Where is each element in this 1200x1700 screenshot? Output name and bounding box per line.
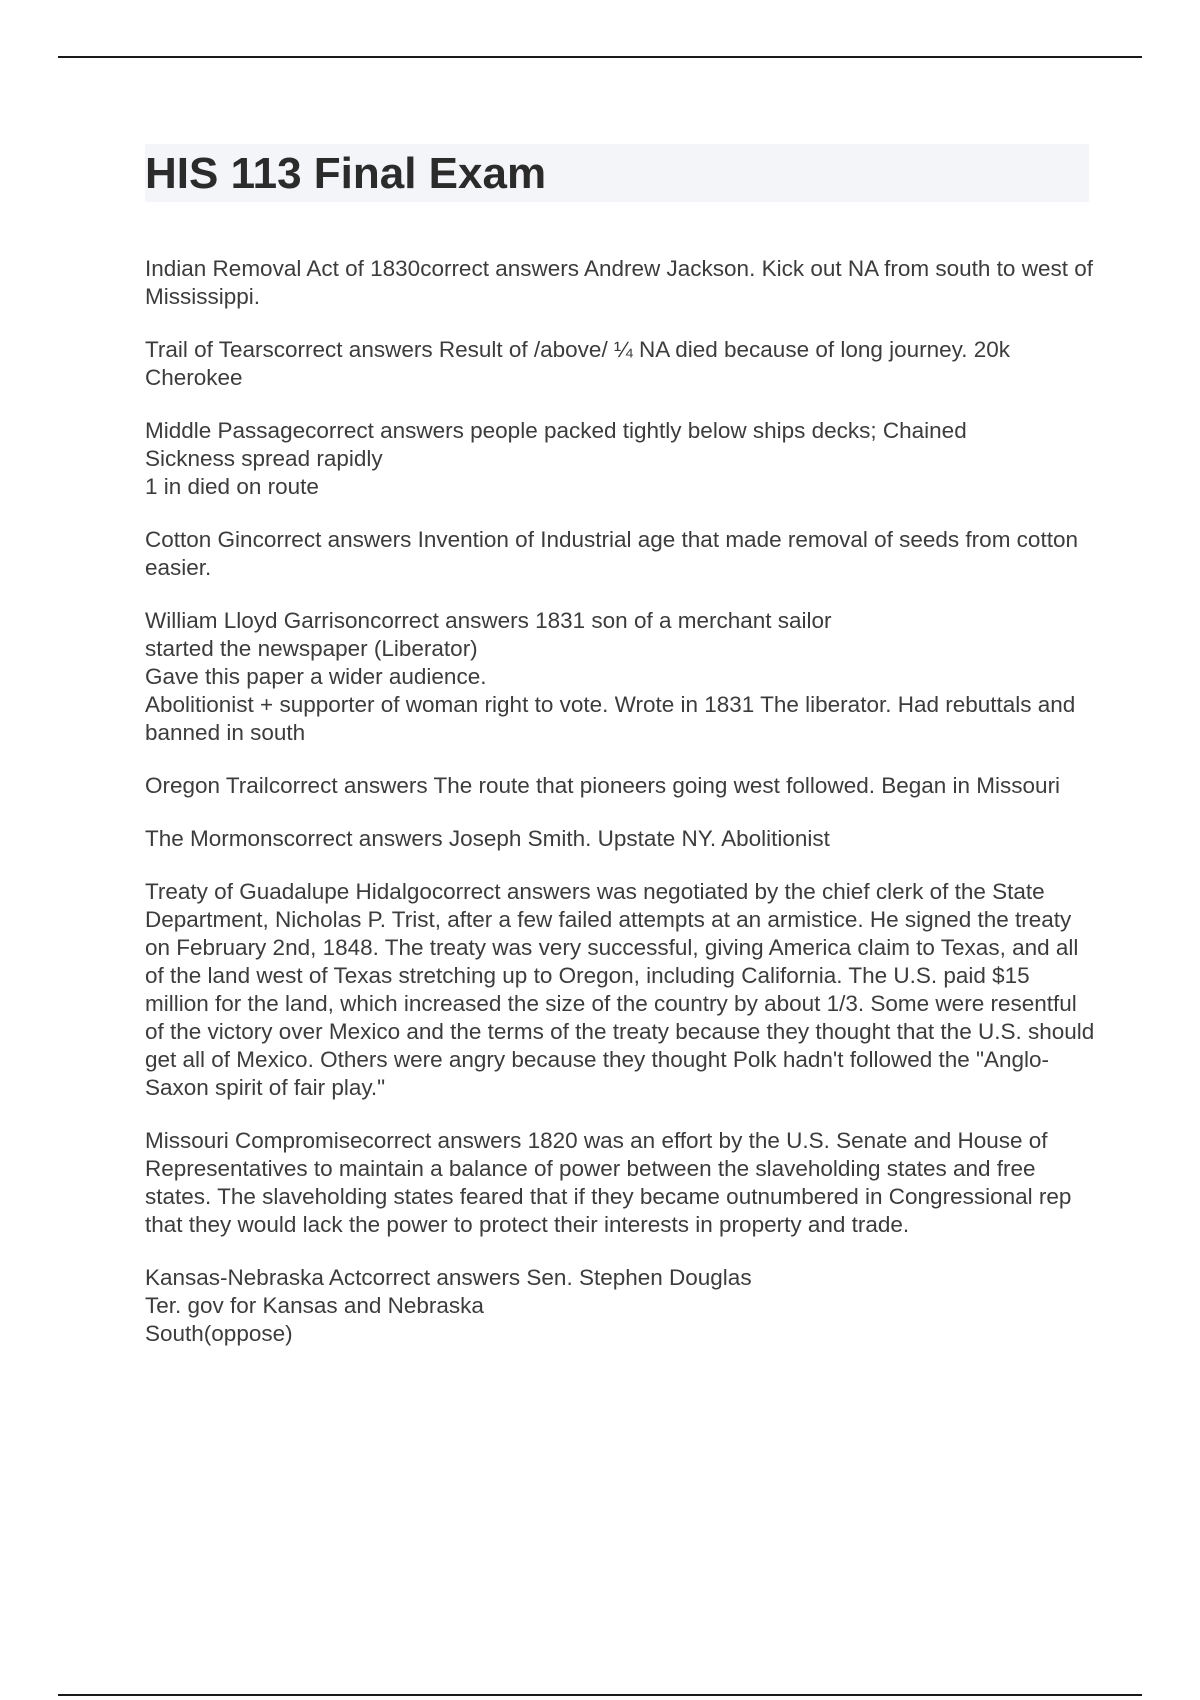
entry-term: Middle Passage [145, 418, 306, 443]
entry-term: Cotton Gin [145, 527, 253, 552]
document-title: HIS 113 Final Exam [145, 149, 547, 198]
entry-term: The Mormons [145, 826, 284, 851]
qa-entry [145, 255, 1095, 311]
entry-separator: correct answers [431, 879, 591, 904]
entry-answer: 1820 was an effort by the U.S. Senate and House of Representatives to maintain a balance of power between the slaveholding states and free states. The slaveholding states feared that if they became outnumbered in Congressional rep that they would lack the power to protect their interests in property and trade. [145, 1128, 1072, 1237]
entry-term: Missouri Compromise [145, 1128, 363, 1153]
entry-answer-line: Abolitionist + supporter of woman right to vote. Wrote in 1831 The liberator. Had rebuttals and banned in south [145, 692, 1076, 745]
bottom-divider [58, 1694, 1142, 1696]
entry-separator: correct answers [268, 773, 428, 798]
entry-answer-line: Sickness spread rapidly [145, 446, 383, 471]
entry-answer: Andrew Jackson. Kick out NA from south to west of Mississippi. [145, 256, 1093, 309]
entry-answer: The route that pioneers going west followed. Began in Missouri [427, 773, 1061, 798]
entry-term: Treaty of Guadalupe Hidalgo [145, 879, 432, 904]
entry-answer: people packed tightly below ships decks; Chained [463, 418, 967, 443]
entry-term: Trail of Tears [145, 337, 274, 362]
qa-entry [145, 825, 1095, 853]
entry-separator: correct answers [370, 608, 529, 633]
entry-answer-line: Gave this paper a wider audience. [145, 664, 487, 689]
qa-entry [145, 1264, 1095, 1348]
entry-separator: correct answers [420, 256, 579, 281]
entry-separator: correct answers [273, 337, 433, 362]
entry-separator: correct answers [283, 826, 443, 851]
top-divider [58, 56, 1142, 58]
entry-term: Kansas-Nebraska Act [145, 1265, 362, 1290]
entry-answer: Joseph Smith. Upstate NY. Abolitionist [442, 826, 830, 851]
entry-term: Oregon Trail [145, 773, 269, 798]
qa-entry [145, 417, 1095, 501]
entry-answer: 1831 son of a merchant sailor [528, 608, 832, 633]
entry-answer: was negotiated by the chief clerk of the State Department, Nicholas P. Trist, after a few failed attempts at an armistice. He signed the treaty on February 2nd, 1848. The treaty was very successful, giving America claim to Texas, and all of the land west of Texas stretching up to Oregon, including California. The U.S. paid $15 million for the land, which increased the size of the country by about 1/3. Some were resentful of the victory over Mexico and the terms of the treaty because they thought that the U.S. should get all of Mexico. Others were angry because they thought Polk hadn't followed the "Anglo-Saxon spirit of fair play." [145, 879, 1095, 1100]
entry-answer: Sen. Stephen Douglas [520, 1265, 752, 1290]
qa-entry [145, 607, 1095, 747]
qa-entry [145, 526, 1095, 582]
entry-term: Indian Removal Act of 1830 [145, 256, 421, 281]
qa-entry-list [145, 255, 1095, 1373]
entry-term: William Lloyd Garrison [145, 608, 371, 633]
qa-entry [145, 336, 1095, 392]
entry-answer: Result of /above/ ¼ NA died because of long journey. 20k Cherokee [145, 337, 1011, 390]
entry-answer-line: South(oppose) [145, 1321, 293, 1346]
qa-entry [145, 1127, 1095, 1239]
qa-entry [145, 878, 1095, 1102]
entry-answer-line: Ter. gov for Kansas and Nebraska [145, 1293, 484, 1318]
entry-answer-line: started the newspaper (Liberator) [145, 636, 478, 661]
entry-separator: correct answers [362, 1128, 522, 1153]
entry-answer-line: 1 in died on route [145, 474, 319, 499]
entry-separator: correct answers [305, 418, 464, 443]
qa-entry [145, 772, 1095, 800]
entry-separator: correct answers [252, 527, 412, 552]
entry-separator: correct answers [361, 1265, 521, 1290]
entry-answer: Invention of Industrial age that made removal of seeds from cotton easier. [145, 527, 1078, 580]
